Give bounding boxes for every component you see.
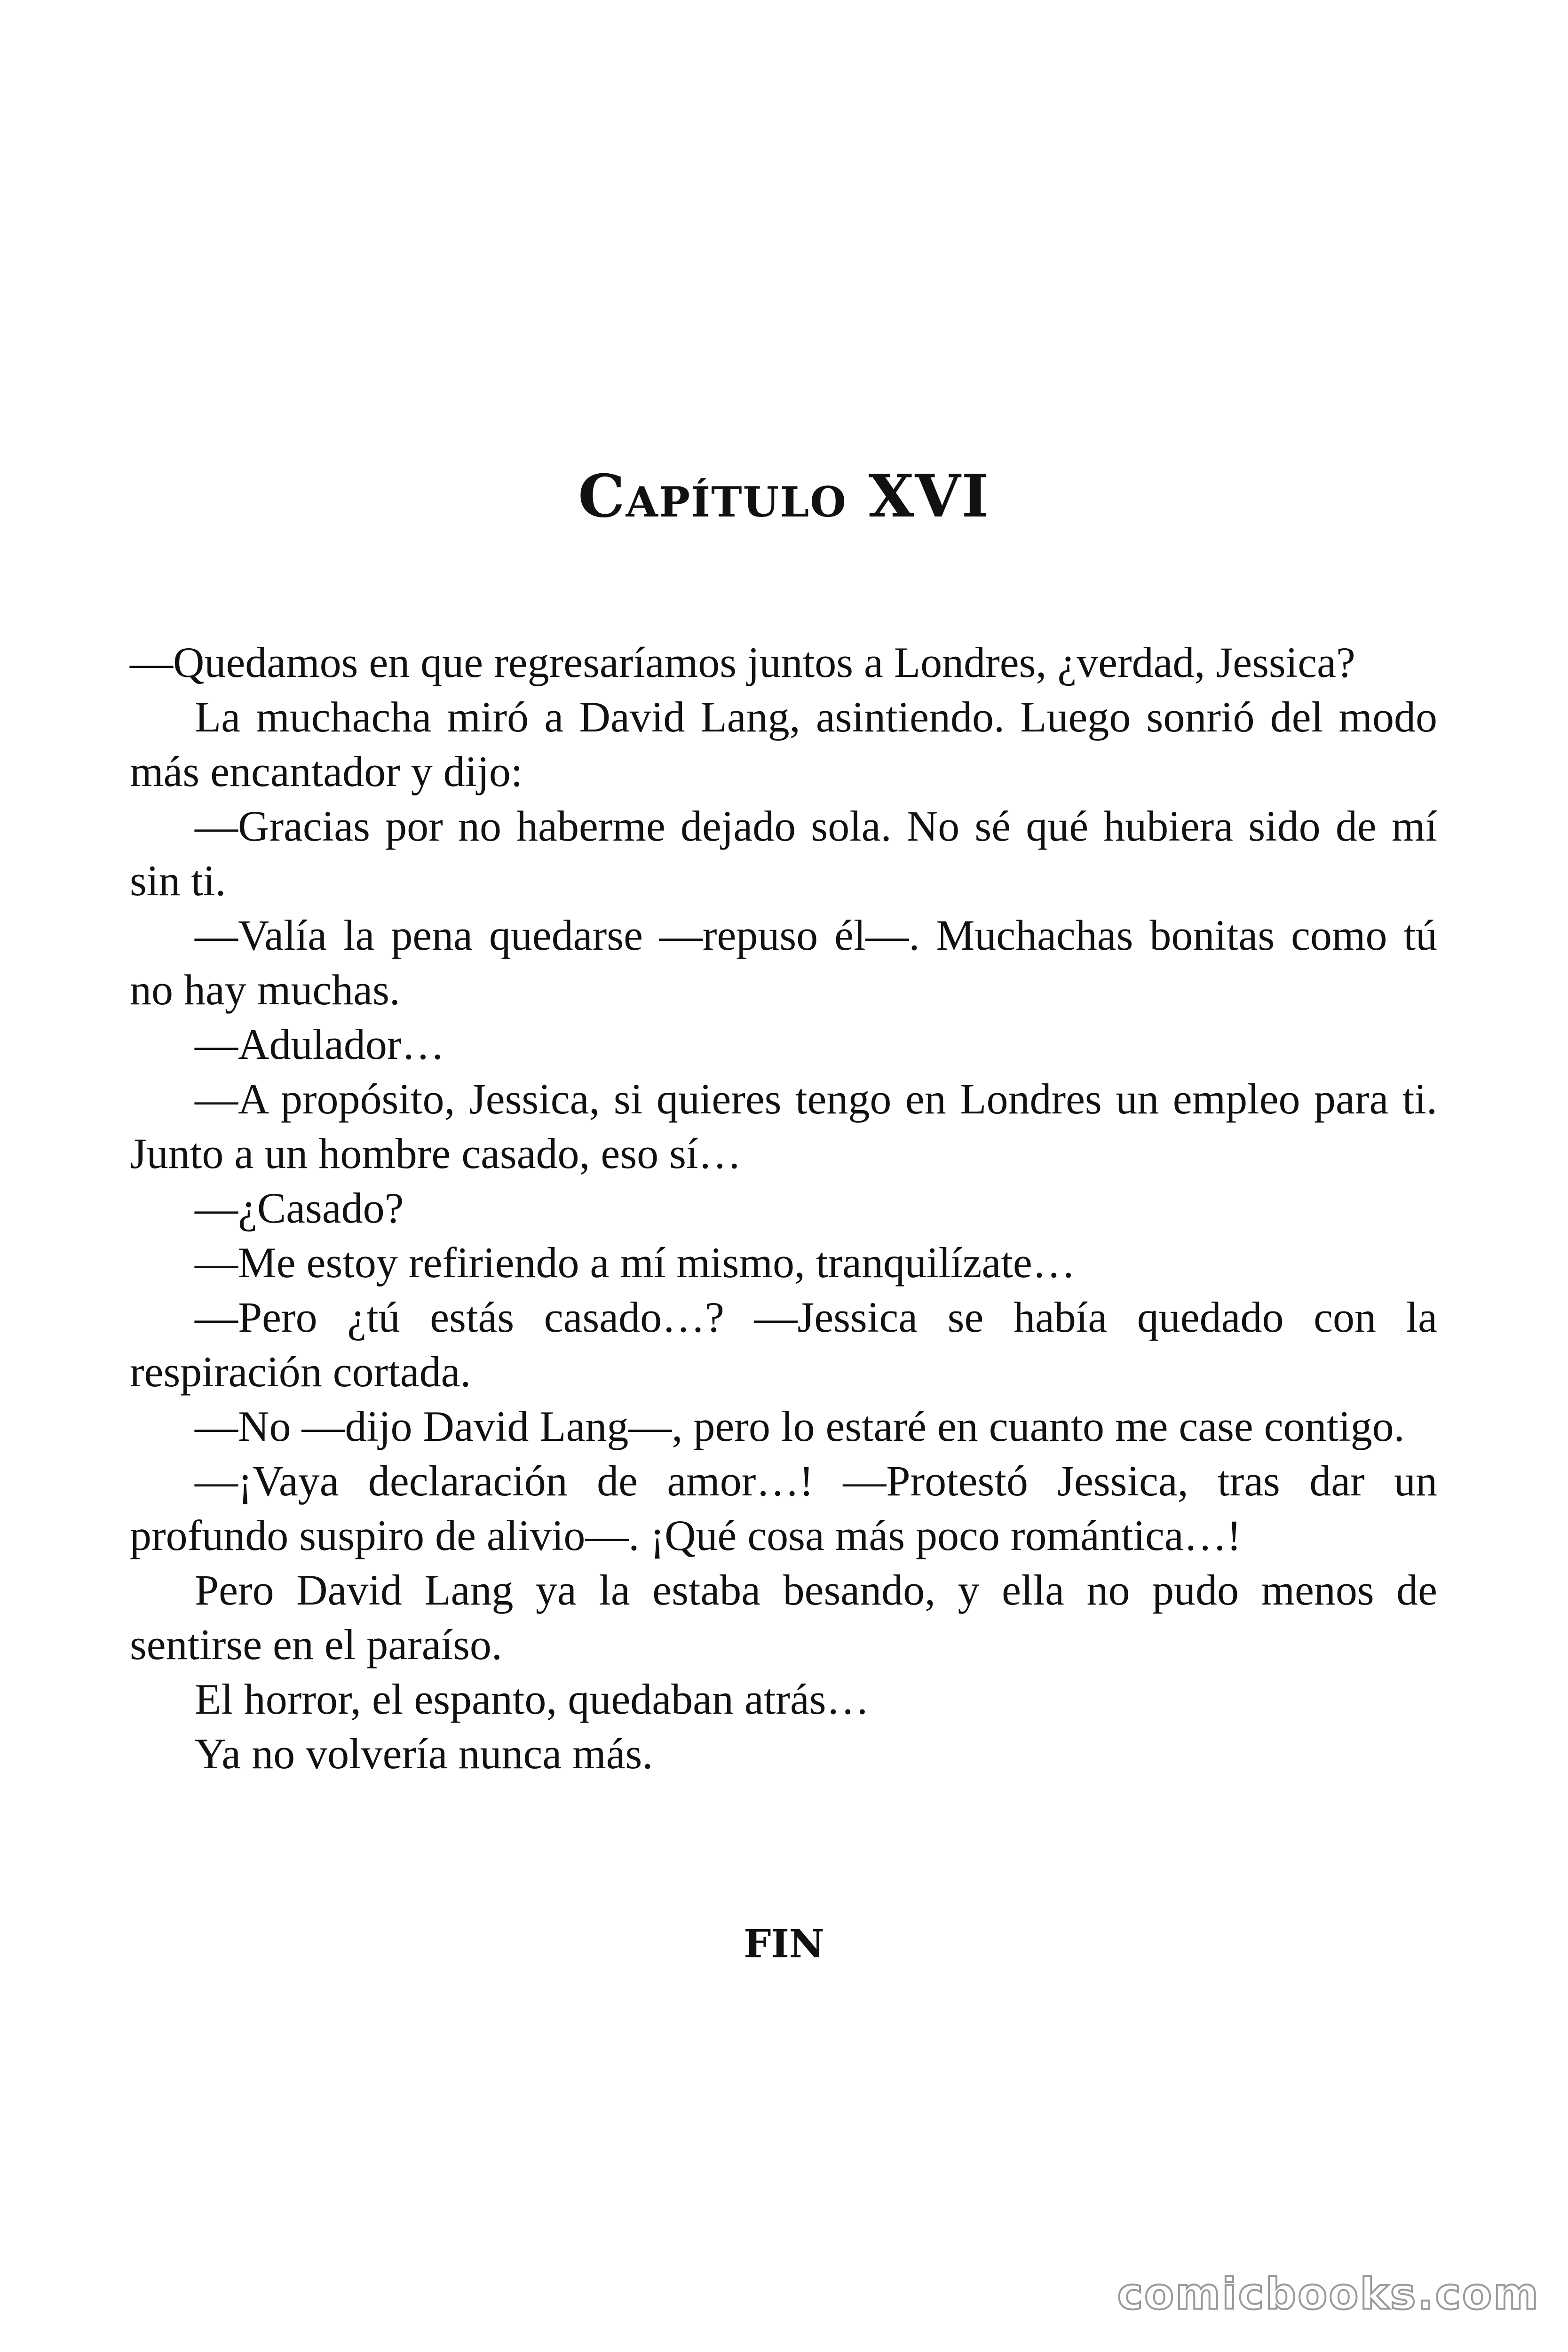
paragraph: —No —dijo David Lang—, pero lo estaré en cuanto me case contigo.: [195, 1402, 1405, 1450]
chapter-body: [130, 635, 1437, 1781]
paragraph: —Gracias por no haberme dejado sola. No sé qué hubiera sido de mí sin ti.: [130, 802, 1437, 905]
paragraph: —Me estoy refiriendo a mí mismo, tranquilízate…: [195, 1239, 1076, 1287]
watermark: comicbooks.com: [1117, 2269, 1540, 2319]
paragraph: —Quedamos en que regresaríamos juntos a Londres, ¿verdad, Jessica?: [130, 638, 1355, 686]
paragraph: —Valía la pena quedarse —repuso él—. Muchachas bonitas como tú no hay muchas.: [130, 911, 1437, 1014]
chapter-title: Capítulo XVI: [578, 462, 990, 531]
end-marker: FIN: [744, 1922, 824, 1967]
paragraph: —¡Vaya declaración de amor…! —Protestó Jessica, tras dar un profundo suspiro de alivio—. ¡Qué cosa más poco romántica…!: [130, 1457, 1437, 1559]
paragraph: La muchacha miró a David Lang, asintiendo. Luego sonrió del modo más encantador y dijo:: [130, 693, 1437, 795]
paragraph: —A propósito, Jessica, si quieres tengo en Londres un empleo para ti. Junto a un hombre casado, eso sí…: [130, 1075, 1437, 1177]
paragraph: Pero David Lang ya la estaba besando, y ella no pudo menos de sentirse en el paraíso.: [130, 1566, 1437, 1669]
paragraph: —¿Casado?: [195, 1184, 404, 1232]
paragraph: El horror, el espanto, quedaban atrás…: [195, 1675, 870, 1723]
paragraph: Ya no volvería nunca más.: [195, 1730, 653, 1778]
paragraph: —Adulador…: [195, 1020, 445, 1068]
paragraph: —Pero ¿tú estás casado…? —Jessica se había quedado con la respiración cortada.: [130, 1293, 1437, 1396]
